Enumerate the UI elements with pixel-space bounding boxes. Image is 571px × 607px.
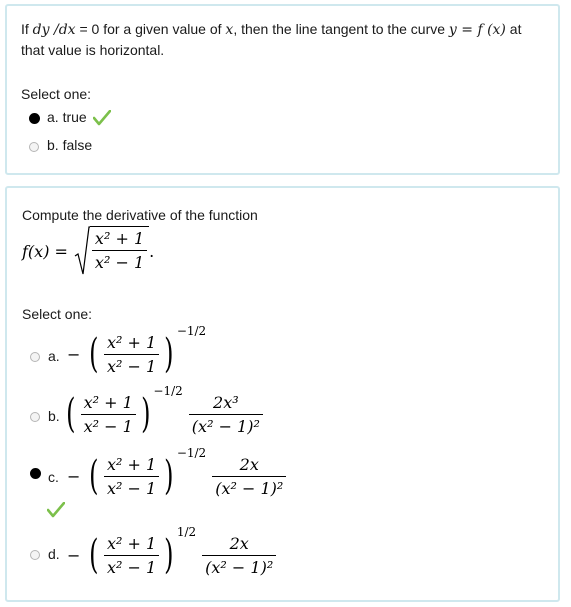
- check-icon: [47, 502, 65, 518]
- radio-icon[interactable]: [29, 142, 39, 152]
- question-card-2: [5, 186, 560, 602]
- denominator: (x² − 1)²: [189, 414, 263, 436]
- numerator: 2x: [229, 533, 249, 553]
- numerator: 2x: [239, 454, 259, 474]
- numerator: x² + 1: [83, 392, 133, 412]
- option-c-math: − ( $\frac{\text{x² + 1}}{\text{x² − 1}}$ ) −1/2 $\frac{2x}{\text{(x² − 1)²}}$: [67, 450, 288, 502]
- exponent: −1/2: [153, 384, 183, 398]
- numerator: x² + 1: [107, 454, 157, 474]
- radio-icon[interactable]: [30, 412, 40, 422]
- exponent: −1/2: [176, 446, 207, 460]
- numerator: x² + 1: [94, 229, 145, 248]
- radio-icon[interactable]: [30, 550, 40, 560]
- option-c-label: c.: [48, 469, 59, 485]
- option-d-math: − ( $\frac{\text{x² + 1}}{\text{x² − 1}}$ ) 1/2 $\frac{2x}{\text{(x² − 1)²}}$: [67, 529, 278, 581]
- minus-sign: −: [67, 545, 81, 565]
- sqrt-expression: [74, 226, 149, 276]
- check-icon: [93, 110, 111, 126]
- radio-icon[interactable]: [29, 113, 40, 124]
- exponent: 1/2: [176, 525, 197, 539]
- prompt-math: y = f (x): [448, 22, 506, 38]
- numerator: x² + 1: [107, 533, 157, 553]
- denominator: x² − 1: [104, 555, 159, 577]
- prompt-math: x: [225, 22, 234, 38]
- option-b-label: b.: [48, 408, 60, 424]
- option-b-label: b. false: [47, 137, 93, 153]
- fx-label: f(x) =: [22, 241, 68, 261]
- radical-icon: [74, 226, 90, 276]
- question-1-prompt: [21, 20, 521, 40]
- radio-icon[interactable]: [30, 352, 40, 362]
- prompt-text: = 0 for a given value of: [75, 21, 226, 37]
- question-1-prompt-line2: that value is horizontal.: [21, 42, 165, 58]
- option-b-math: ( $\frac{\text{x² + 1}}{\text{x² − 1}}$ ) −1/2 $\frac{\text{2x³}}{\text{(x² − 1)²}}$: [63, 388, 265, 440]
- denominator: x² − 1: [92, 250, 147, 272]
- select-one-label: Select one:: [22, 306, 93, 322]
- question-2-prompt: Compute the derivative of the function: [22, 207, 258, 223]
- prompt-text: If: [21, 21, 33, 37]
- option-a-math: − ( $\frac{\text{x² + 1}}{\text{x² − 1}}$ ) −1/2: [67, 324, 207, 377]
- option-a-label: a.: [48, 348, 60, 364]
- denominator: x² − 1: [104, 354, 159, 376]
- prompt-text: at: [505, 21, 522, 37]
- select-one-label: Select one:: [21, 86, 92, 102]
- exponent: −1/2: [176, 324, 207, 338]
- denominator: x² − 1: [81, 414, 136, 436]
- option-a-label: a. true: [47, 109, 87, 125]
- minus-sign: −: [67, 466, 81, 486]
- prompt-math: dy /dx: [32, 22, 76, 38]
- denominator: x² − 1: [104, 476, 159, 498]
- denominator: (x² − 1)²: [202, 555, 276, 577]
- denominator: (x² − 1)²: [212, 476, 286, 498]
- numerator: 2x³: [213, 392, 239, 412]
- prompt-text: , then the line tangent to the curve: [233, 21, 449, 37]
- numerator: x² + 1: [107, 332, 157, 352]
- option-d-label: d.: [48, 546, 60, 562]
- function-definition: f(x) = $\frac{\text{x² + 1}}{\text{x² − 1}}$ .: [22, 226, 154, 276]
- radio-icon[interactable]: [30, 468, 41, 479]
- radicand-fraction: [92, 229, 147, 276]
- question-card-1: [5, 4, 560, 175]
- minus-sign: −: [67, 344, 81, 364]
